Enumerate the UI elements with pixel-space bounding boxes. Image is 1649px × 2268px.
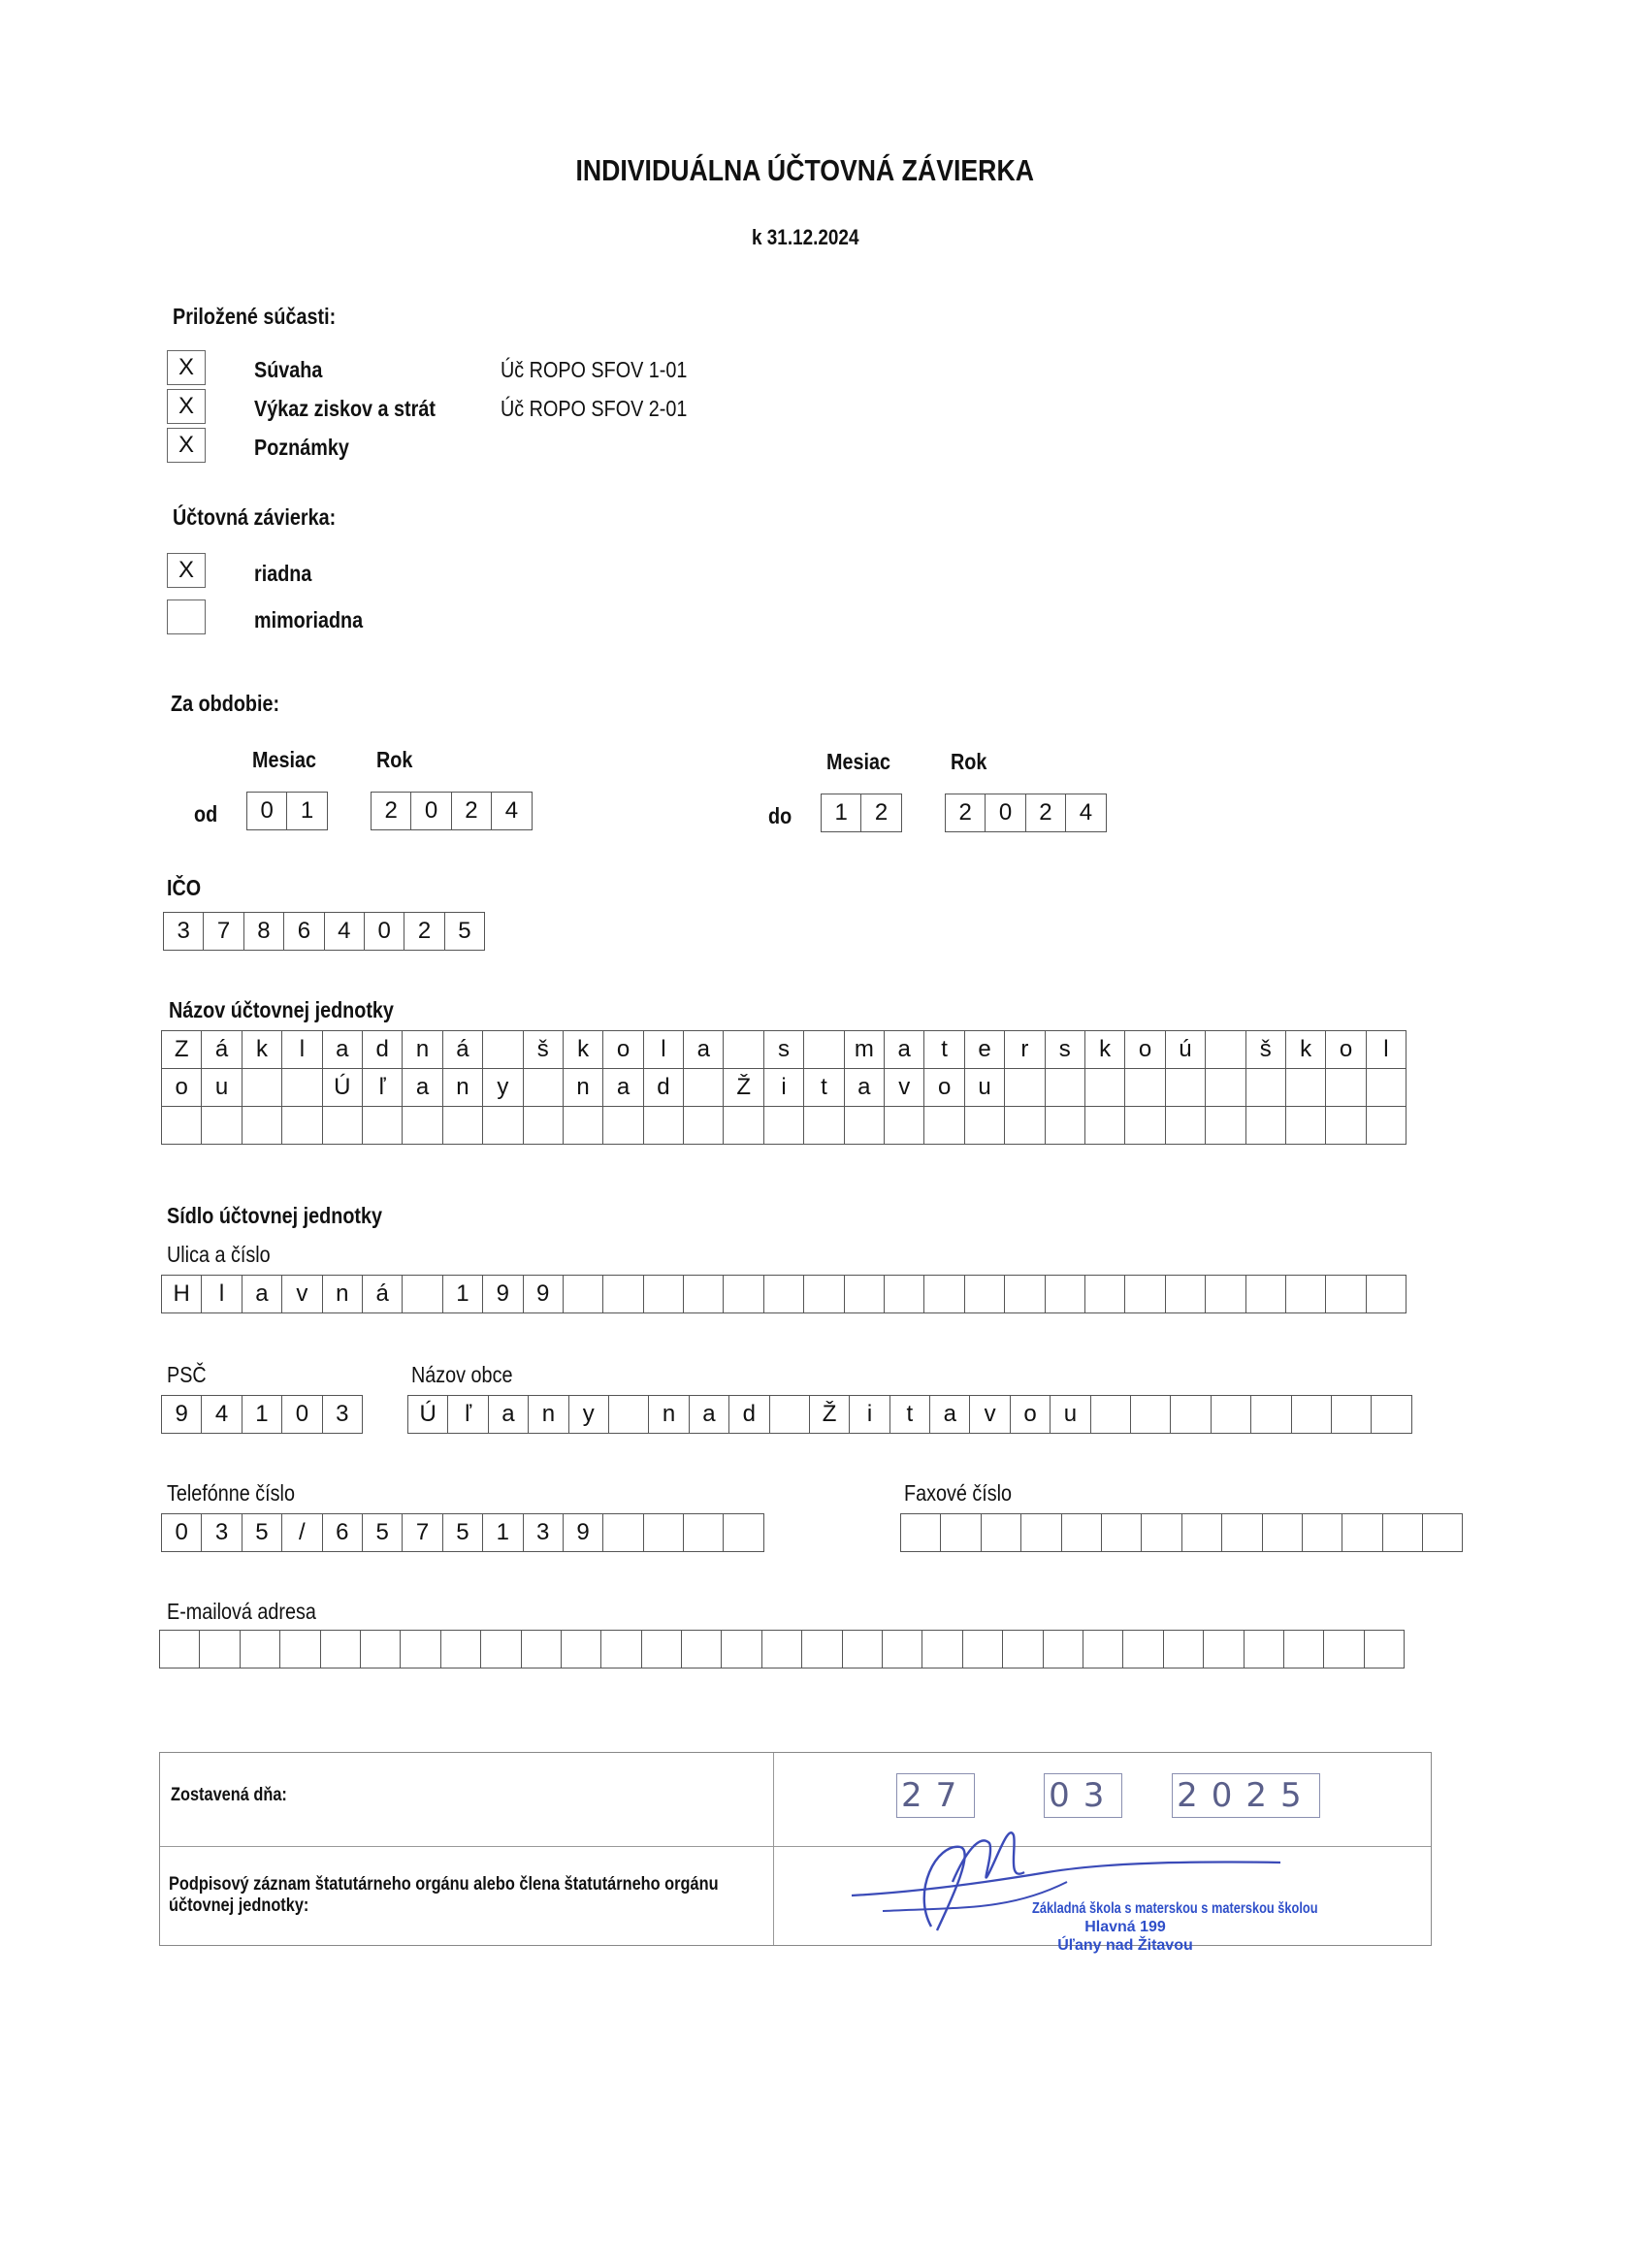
char-cell: 3 [523,1513,564,1552]
entity-name-row [161,1030,1406,1069]
char-cell [962,1630,1003,1669]
from-year-label: Rok [376,747,413,772]
sign-label [169,1874,719,1917]
to-month-field[interactable] [821,794,902,832]
char-cell [1205,1068,1245,1107]
char-cell: a [683,1030,724,1069]
to-year-field[interactable] [945,794,1107,832]
street-label: Ulica a číslo [167,1242,271,1267]
char-cell: 3 [201,1513,242,1552]
attached-label-poznamky: Poznámky [254,435,349,460]
char-cell: d [728,1395,769,1434]
char-cell [1325,1275,1366,1313]
char-cell: 5 [242,1513,282,1552]
char-cell: y [482,1068,523,1107]
char-cell: ľ [362,1068,403,1107]
char-cell: á [201,1030,242,1069]
checkbox-vykaz[interactable]: X [167,389,206,424]
char-cell: t [923,1030,964,1069]
phone-field[interactable] [161,1513,764,1552]
char-cell: k [1084,1030,1125,1069]
char-cell [1004,1275,1045,1313]
char-cell: 1 [242,1395,282,1434]
char-cell [1205,1275,1245,1313]
char-cell [1302,1513,1342,1552]
char-cell: 3 [163,912,204,951]
street-field[interactable] [161,1275,1406,1313]
char-cell: / [281,1513,322,1552]
char-cell: n [322,1275,363,1313]
char-cell [801,1630,842,1669]
char-cell [1205,1106,1245,1145]
char-cell [803,1030,844,1069]
char-cell: 6 [283,912,324,951]
char-cell [281,1106,322,1145]
char-cell: Z [161,1030,202,1069]
char-cell [1165,1275,1206,1313]
char-cell: 5 [442,1513,483,1552]
char-cell: i [763,1068,804,1107]
char-cell [1124,1275,1165,1313]
digit-cell: 2 [451,792,492,830]
char-cell [964,1275,1005,1313]
from-month-field[interactable] [246,792,328,830]
char-cell [482,1030,523,1069]
char-cell: l [281,1030,322,1069]
char-cell [1325,1068,1366,1107]
char-cell: s [1045,1030,1085,1069]
char-cell [1245,1275,1286,1313]
from-month-label: Mesiac [252,747,316,772]
char-cell [1203,1630,1244,1669]
char-cell [1382,1513,1423,1552]
char-cell [1090,1395,1131,1434]
stamp-line1: Základná škola s materskou s materskou školou [1032,1900,1318,1917]
char-cell: a [602,1068,643,1107]
char-cell [803,1275,844,1313]
char-cell: r [1004,1030,1045,1069]
char-cell [1323,1630,1364,1669]
char-cell [240,1630,280,1669]
char-cell [763,1106,804,1145]
char-cell [1124,1106,1165,1145]
char-cell [1422,1513,1463,1552]
char-cell: 4 [201,1395,242,1434]
attached-heading: Priložené súčasti: [173,304,337,329]
compiled-date [896,1773,1320,1818]
char-cell [360,1630,401,1669]
char-cell: 6 [322,1513,363,1552]
to-month-label: Mesiac [826,749,890,774]
char-cell: m [844,1030,885,1069]
char-cell [199,1630,240,1669]
char-cell [1285,1275,1326,1313]
char-cell [1331,1395,1372,1434]
char-cell: o [1010,1395,1051,1434]
char-cell: n [528,1395,568,1434]
char-cell [1020,1513,1061,1552]
char-cell [201,1106,242,1145]
stamp-line2: Hlavná 199 [1084,1919,1166,1935]
char-cell: 5 [362,1513,403,1552]
ico-label: IČO [167,875,202,900]
entity-name-label: Názov účtovnej jednotky [169,997,394,1022]
char-cell: o [1325,1030,1366,1069]
char-cell [1122,1630,1163,1669]
document-date: k 31.12.2024 [751,225,859,249]
char-cell: 1 [442,1275,483,1313]
char-cell [844,1106,885,1145]
char-cell: 9 [523,1275,564,1313]
char-cell [1283,1630,1324,1669]
char-cell [1124,1068,1165,1107]
char-cell [1244,1630,1284,1669]
char-cell [723,1513,763,1552]
compiled-month: 03 [1044,1773,1122,1818]
char-cell: u [201,1068,242,1107]
char-cell [641,1630,682,1669]
closing-label-mimoriadna: mimoriadna [254,607,364,632]
char-cell [683,1106,724,1145]
char-cell [440,1630,481,1669]
char-cell [1342,1513,1382,1552]
char-cell [600,1630,641,1669]
fax-label: Faxové číslo [904,1480,1013,1506]
char-cell [761,1630,802,1669]
char-cell [242,1106,282,1145]
char-cell [1163,1630,1204,1669]
digit-cell: 0 [246,792,287,830]
char-cell [643,1513,684,1552]
char-cell: 8 [243,912,284,951]
char-cell [402,1106,442,1145]
char-cell: s [763,1030,804,1069]
digit-cell: 2 [371,792,411,830]
char-cell [281,1068,322,1107]
char-cell [1045,1068,1085,1107]
document-title: INDIVIDUÁLNA ÚČTOVNÁ ZÁVIERKA [575,153,1035,187]
digit-cell: 1 [821,794,861,832]
char-cell [900,1513,941,1552]
char-cell [922,1630,962,1669]
char-cell: 0 [364,912,404,951]
char-cell: a [488,1395,529,1434]
char-cell [723,1106,763,1145]
char-cell [940,1513,981,1552]
phone-label: Telefónne číslo [167,1480,295,1506]
char-cell [683,1513,724,1552]
char-cell [159,1630,200,1669]
char-cell [1181,1513,1222,1552]
char-cell: á [442,1030,483,1069]
char-cell [322,1106,363,1145]
char-cell: u [964,1068,1005,1107]
char-cell [1371,1395,1411,1434]
char-cell [1083,1630,1123,1669]
attached-label-vykaz: Výkaz ziskov a strát [254,396,436,421]
char-cell: v [969,1395,1010,1434]
char-cell [643,1106,684,1145]
char-cell [521,1630,562,1669]
char-cell [981,1513,1021,1552]
email-field[interactable] [159,1630,1405,1669]
to-label: do [768,803,792,828]
period-heading: Za obdobie: [171,691,280,716]
char-cell [320,1630,361,1669]
char-cell: 7 [203,912,243,951]
char-cell [1045,1275,1085,1313]
char-cell [1262,1513,1303,1552]
char-cell: l [201,1275,242,1313]
char-cell: d [362,1030,403,1069]
char-cell: k [242,1030,282,1069]
sign-label-line2: účtovnej jednotky: [169,1895,309,1916]
entity-name-row [161,1068,1406,1107]
char-cell [1366,1068,1406,1107]
char-cell: Ž [723,1068,763,1107]
to-year-label: Rok [951,749,987,774]
compiled-label: Zostavená dňa: [171,1785,287,1805]
char-cell [723,1275,763,1313]
char-cell [482,1106,523,1145]
char-cell: ľ [447,1395,488,1434]
char-cell: l [643,1030,684,1069]
char-cell [964,1106,1005,1145]
char-cell [1245,1106,1286,1145]
psc-field[interactable] [161,1395,363,1434]
char-cell: š [523,1030,564,1069]
char-cell: a [844,1068,885,1107]
char-cell: á [362,1275,403,1313]
char-cell [681,1630,722,1669]
char-cell [523,1106,564,1145]
char-cell: Ú [407,1395,448,1434]
char-cell: v [281,1275,322,1313]
char-cell: 9 [161,1395,202,1434]
char-cell: a [689,1395,729,1434]
char-cell [561,1630,601,1669]
char-cell [1205,1030,1245,1069]
digit-cell: 4 [491,792,532,830]
stamp-line3: Úľany nad Žitavou [1057,1937,1193,1954]
char-cell [1245,1068,1286,1107]
city-label: Názov obce [411,1362,513,1387]
char-cell: Ú [322,1068,363,1107]
checkbox-riadna[interactable]: X [167,553,206,588]
from-year-field[interactable] [371,792,533,830]
char-cell [803,1106,844,1145]
char-cell: 7 [402,1513,442,1552]
char-cell [723,1030,763,1069]
char-cell [602,1513,643,1552]
char-cell: o [1124,1030,1165,1069]
char-cell: t [803,1068,844,1107]
char-cell [1141,1513,1181,1552]
char-cell [1130,1395,1171,1434]
char-cell [1364,1630,1405,1669]
char-cell: n [442,1068,483,1107]
char-cell: 1 [482,1513,523,1552]
char-cell [1165,1106,1206,1145]
char-cell [602,1275,643,1313]
digit-cell: 2 [1025,794,1066,832]
char-cell: a [884,1030,924,1069]
digit-cell: 2 [945,794,986,832]
attached-code-suvaha: Úč ROPO SFOV 1-01 [501,357,688,382]
char-cell [1084,1275,1125,1313]
char-cell: 3 [322,1395,363,1434]
digit-cell: 1 [286,792,327,830]
char-cell: e [964,1030,1005,1069]
char-cell [1101,1513,1142,1552]
char-cell [1084,1106,1125,1145]
char-cell: a [402,1068,442,1107]
divider [773,1753,774,1945]
char-cell [1285,1068,1326,1107]
char-cell: i [849,1395,889,1434]
char-cell [563,1106,603,1145]
official-stamp [1009,1899,1318,1955]
char-cell [763,1275,804,1313]
char-cell [279,1630,320,1669]
char-cell: y [568,1395,609,1434]
char-cell [643,1275,684,1313]
char-cell [400,1630,440,1669]
checkbox-suvaha[interactable]: X [167,350,206,385]
char-cell [523,1068,564,1107]
char-cell: v [884,1068,924,1107]
char-cell: n [648,1395,689,1434]
char-cell: H [161,1275,202,1313]
char-cell: 9 [563,1513,603,1552]
char-cell [1084,1068,1125,1107]
char-cell: a [242,1275,282,1313]
char-cell [1291,1395,1332,1434]
char-cell [1285,1106,1326,1145]
char-cell: u [1050,1395,1090,1434]
char-cell [563,1275,603,1313]
char-cell [1004,1106,1045,1145]
char-cell: 5 [444,912,485,951]
char-cell [442,1106,483,1145]
sign-label-line1: Podpisový záznam štatutárneho orgánu alebo člena štatutárneho orgánu [169,1874,719,1895]
char-cell: o [161,1068,202,1107]
compiled-year: 2025 [1172,1773,1320,1818]
attached-code-vykaz: Úč ROPO SFOV 2-01 [501,396,688,421]
digit-cell: 0 [410,792,451,830]
char-cell [721,1630,761,1669]
char-cell [683,1068,724,1107]
char-cell [1211,1395,1251,1434]
char-cell [1043,1630,1083,1669]
digit-cell: 0 [985,794,1025,832]
char-cell: t [889,1395,930,1434]
char-cell [842,1630,883,1669]
char-cell: 4 [324,912,365,951]
attached-list [167,350,206,463]
char-cell [1325,1106,1366,1145]
attached-label-suvaha: Súvaha [254,357,323,382]
char-cell [362,1106,403,1145]
fax-field[interactable] [900,1513,1463,1552]
entity-name-field[interactable] [161,1030,1406,1145]
char-cell [1221,1513,1262,1552]
char-cell [923,1106,964,1145]
char-cell [769,1395,810,1434]
char-cell: a [929,1395,970,1434]
char-cell [683,1275,724,1313]
from-label: od [194,801,218,826]
city-field[interactable] [407,1395,1412,1434]
char-cell: 9 [482,1275,523,1313]
char-cell: 0 [161,1513,202,1552]
char-cell: n [563,1068,603,1107]
char-cell: k [563,1030,603,1069]
char-cell: 2 [404,912,444,951]
char-cell [1170,1395,1211,1434]
checkbox-mimoriadna[interactable] [167,599,206,634]
char-cell [402,1275,442,1313]
checkbox-poznamky[interactable]: X [167,428,206,463]
char-cell [608,1395,649,1434]
entity-name-row [161,1106,1406,1145]
char-cell [882,1630,922,1669]
char-cell: d [643,1068,684,1107]
char-cell [923,1275,964,1313]
char-cell: š [1245,1030,1286,1069]
compiled-day: 27 [896,1773,975,1818]
char-cell [1366,1106,1406,1145]
char-cell [1002,1630,1043,1669]
char-cell: o [602,1030,643,1069]
char-cell: n [402,1030,442,1069]
psc-label: PSČ [167,1362,207,1387]
ico-field[interactable] [163,912,485,951]
char-cell [844,1275,885,1313]
char-cell [480,1630,521,1669]
char-cell [1061,1513,1102,1552]
char-cell: o [923,1068,964,1107]
char-cell: ú [1165,1030,1206,1069]
char-cell [242,1068,282,1107]
closing-label-riadna: riadna [254,561,312,586]
char-cell [161,1106,202,1145]
char-cell: k [1285,1030,1326,1069]
char-cell [1045,1106,1085,1145]
seat-heading: Sídlo účtovnej jednotky [167,1203,383,1228]
char-cell [884,1275,924,1313]
char-cell [1004,1068,1045,1107]
char-cell: Ž [809,1395,850,1434]
char-cell [602,1106,643,1145]
char-cell: 0 [281,1395,322,1434]
char-cell: l [1366,1030,1406,1069]
closing-heading: Účtovná závierka: [173,504,337,530]
char-cell [884,1106,924,1145]
char-cell [1250,1395,1291,1434]
char-cell: a [322,1030,363,1069]
digit-cell: 4 [1065,794,1106,832]
digit-cell: 2 [860,794,901,832]
char-cell [1165,1068,1206,1107]
char-cell [1366,1275,1406,1313]
email-label: E-mailová adresa [167,1599,316,1624]
